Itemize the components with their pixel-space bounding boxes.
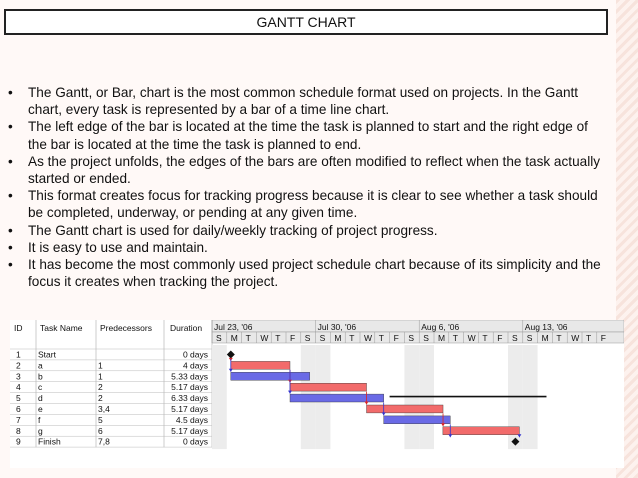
week-label: Aug 13, '06 [524, 322, 568, 332]
task-name: g [38, 425, 43, 436]
day-label: W [364, 333, 373, 343]
task-bar [443, 427, 520, 435]
bullet-item: • The left edge of the bar is located at the time the task is planned to start and the right edge of the bar is located at the time the task is planned to end. [8, 118, 606, 152]
task-duration: 5.17 days [171, 382, 208, 393]
task-id: 2 [16, 360, 21, 371]
day-label: W [467, 333, 476, 343]
slide-title [4, 9, 608, 35]
task-predecessors: 2 [98, 382, 103, 393]
bullet-item: • It is easy to use and maintain. [8, 239, 606, 256]
task-name: e [38, 404, 43, 414]
task-predecessors: 6 [98, 425, 103, 436]
day-label: F [393, 333, 399, 343]
dependency-arrowhead [229, 369, 233, 372]
column-header: Predecessors [100, 323, 152, 333]
task-predecessors: 2 [98, 393, 103, 404]
task-bar [384, 416, 451, 424]
day-label: S [423, 333, 429, 343]
gantt-chart [10, 320, 624, 468]
task-name: a [38, 360, 43, 371]
day-label: S [512, 333, 518, 343]
task-id: 9 [16, 436, 21, 447]
task-name: c [38, 382, 43, 393]
day-label: F [497, 333, 503, 343]
dependency-arrowhead [382, 412, 386, 415]
day-label: M [438, 333, 446, 343]
task-id: 6 [16, 404, 21, 414]
column-header: Duration [170, 323, 203, 333]
day-label: T [275, 333, 281, 343]
column-header: Task Name [40, 323, 83, 333]
task-duration: 5.33 days [171, 371, 208, 382]
task-predecessors: 1 [98, 371, 103, 382]
task-bar [290, 394, 384, 402]
day-label: S [408, 333, 415, 343]
task-bar [290, 383, 367, 391]
day-label: F [290, 333, 296, 343]
day-label: T [452, 333, 459, 343]
day-label: S [304, 333, 311, 343]
task-bar [367, 405, 444, 413]
day-label: M [541, 333, 549, 343]
bullet-list [8, 84, 606, 290]
day-label: T [349, 333, 355, 343]
day-label: W [260, 333, 269, 343]
day-label: W [571, 333, 580, 343]
milestone-diamond [227, 350, 235, 358]
dependency-arrowhead [365, 402, 369, 405]
day-label: T [586, 333, 592, 343]
task-duration: 4.5 days [175, 414, 208, 425]
task-bar [231, 361, 290, 369]
day-label: T [482, 333, 488, 343]
day-label: T [556, 333, 562, 343]
task-duration: 4 days [182, 360, 208, 371]
gantt-svg [10, 320, 624, 468]
task-id: 7 [16, 414, 21, 425]
task-duration: 5.17 days [171, 404, 208, 414]
day-label: F [600, 333, 607, 343]
bullet-item: • As the project unfolds, the edges of the bars are often modified to reflect when the task actually started or ended. [8, 153, 606, 187]
week-label: Aug 6, '06 [421, 322, 460, 332]
day-label: S [526, 333, 533, 343]
task-name: f [38, 414, 41, 425]
task-id: 3 [16, 371, 21, 382]
week-label: Jul 30, '06 [317, 322, 357, 332]
dependency-arrowhead [448, 434, 452, 437]
task-duration: 5.17 days [171, 425, 208, 436]
week-label: Jul 23, '06 [214, 322, 253, 332]
dependency-arrowhead [441, 423, 445, 426]
column-header: ID [14, 323, 23, 333]
bullet-item: • The Gantt chart is used for daily/weekly tracking of project progress. [8, 222, 606, 239]
task-predecessors: 1 [98, 360, 103, 371]
task-predecessors: 7,8 [98, 436, 110, 447]
task-bar [231, 372, 310, 380]
day-label: T [245, 333, 251, 343]
task-name: b [38, 371, 43, 382]
weekend-column [212, 345, 227, 449]
dependency-arrowhead [288, 391, 292, 394]
task-id: 5 [16, 393, 21, 404]
task-predecessors: 3,4 [98, 404, 110, 414]
task-name: Start [38, 349, 56, 360]
bullet-item: • This format creates focus for tracking progress because it is clear to see whether a task should be completed, underway, or pending at any given time. [8, 187, 606, 221]
task-name: Finish [38, 436, 61, 447]
task-duration: 6.33 days [171, 393, 208, 404]
task-duration: 0 days [182, 436, 208, 447]
day-label: S [319, 333, 326, 343]
day-label: S [216, 333, 222, 343]
task-name: d [38, 393, 43, 404]
task-duration: 0 days [182, 349, 208, 360]
bullet-item: • The Gantt, or Bar, chart is the most common schedule format used on projects. In the Gantt chart, every task is represented by a bar of a time line chart. [8, 84, 606, 118]
day-label: M [334, 333, 342, 343]
task-id: 1 [16, 349, 21, 360]
task-id: 4 [16, 382, 21, 393]
task-id: 8 [16, 425, 21, 436]
slide-title-text: GANTT CHART [256, 14, 356, 30]
day-label: T [378, 333, 385, 343]
day-label: M [230, 333, 238, 343]
bullet-item: • It has become the most commonly used project schedule chart because of its simplicity and the focus it creates when tracking the project. [8, 256, 606, 290]
day-header-bg [212, 332, 624, 343]
task-predecessors: 5 [98, 414, 103, 425]
